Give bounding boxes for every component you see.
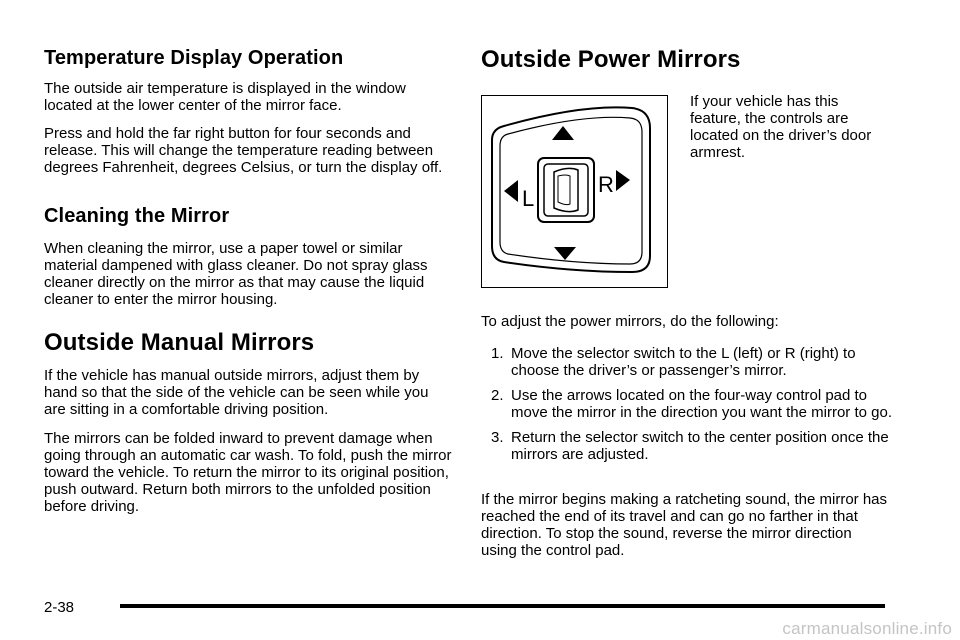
down-arrow-icon [554,247,576,260]
label-left: L [522,186,535,211]
mirror-control-pad-illustration [482,96,666,286]
page-number: 2-38 [44,599,75,616]
selector-switch-outer [538,158,594,222]
right-arrow-icon [616,170,630,191]
cleaning-mirror-heading: Cleaning the Mirror [44,205,230,227]
step-1 [481,345,901,379]
cleaning-paragraph: When cleaning the mirror, use a paper towel or similar material dampened with glass cleaner. Do not spray glass cleaner directly on the mirror as that may cause the liquid cleaner to enter the mirror housing. [44,240,428,308]
figure-caption: If your vehicle has this feature, the controls are located on the driver’s door armrest. [690,93,872,161]
adjust-intro: To adjust the power mirrors, do the following: [481,313,779,330]
step-2-text: Use the arrows located on the four-way control pad to move the mirror in the direction you want the mirror to go. [511,387,892,421]
step-2-number: 2. [491,387,504,404]
temperature-paragraph-1: The outside air temperature is displayed in the window located at the lower center of the mirror face. [44,80,406,114]
manual-paragraph-2: The mirrors can be folded inward to prevent damage when going through an automatic car wash. To fold, push the mirror toward the vehicle. To return the mirror to its original position, push outward. Return both mirrors to the unfolded position before driving. [44,430,452,515]
outside-power-mirrors-heading: Outside Power Mirrors [481,46,741,73]
temperature-display-heading: Temperature Display Operation [44,47,344,69]
step-3-number: 3. [491,429,504,446]
mirror-control-figure [481,95,668,288]
selector-switch-inner [544,164,588,216]
manual-paragraph-1: If the vehicle has manual outside mirrors, adjust them by hand so that the side of the vehicle can be seen while you are sitting in a comfortable driving position. [44,367,429,418]
footer-rule [120,604,885,608]
ratcheting-paragraph: If the mirror begins making a ratcheting sound, the mirror has reached the end of its travel and can go no farther in that direction. To stop the sound, reverse the mirror direction using the control pad. [481,491,888,559]
label-right: R [598,172,614,197]
up-arrow-icon [552,126,574,140]
watermark: carmanualsonline.info [782,619,952,638]
left-arrow-icon [504,180,518,202]
outside-manual-mirrors-heading: Outside Manual Mirrors [44,329,315,356]
temperature-paragraph-2: Press and hold the far right button for four seconds and release. This will change the temperature reading between degrees Fahrenheit, degrees Celsius, or turn the display off. [44,125,443,176]
step-3-text: Return the selector switch to the center position once the mirrors are adjusted. [511,429,889,463]
selector-knob-face [558,175,570,205]
step-3 [481,429,901,463]
step-1-number: 1. [491,345,504,362]
adjust-steps-list [481,345,901,463]
step-2 [481,387,901,421]
step-1-text: Move the selector switch to the L (left) or R (right) to choose the driver’s or passenger’s mirror. [511,345,856,379]
